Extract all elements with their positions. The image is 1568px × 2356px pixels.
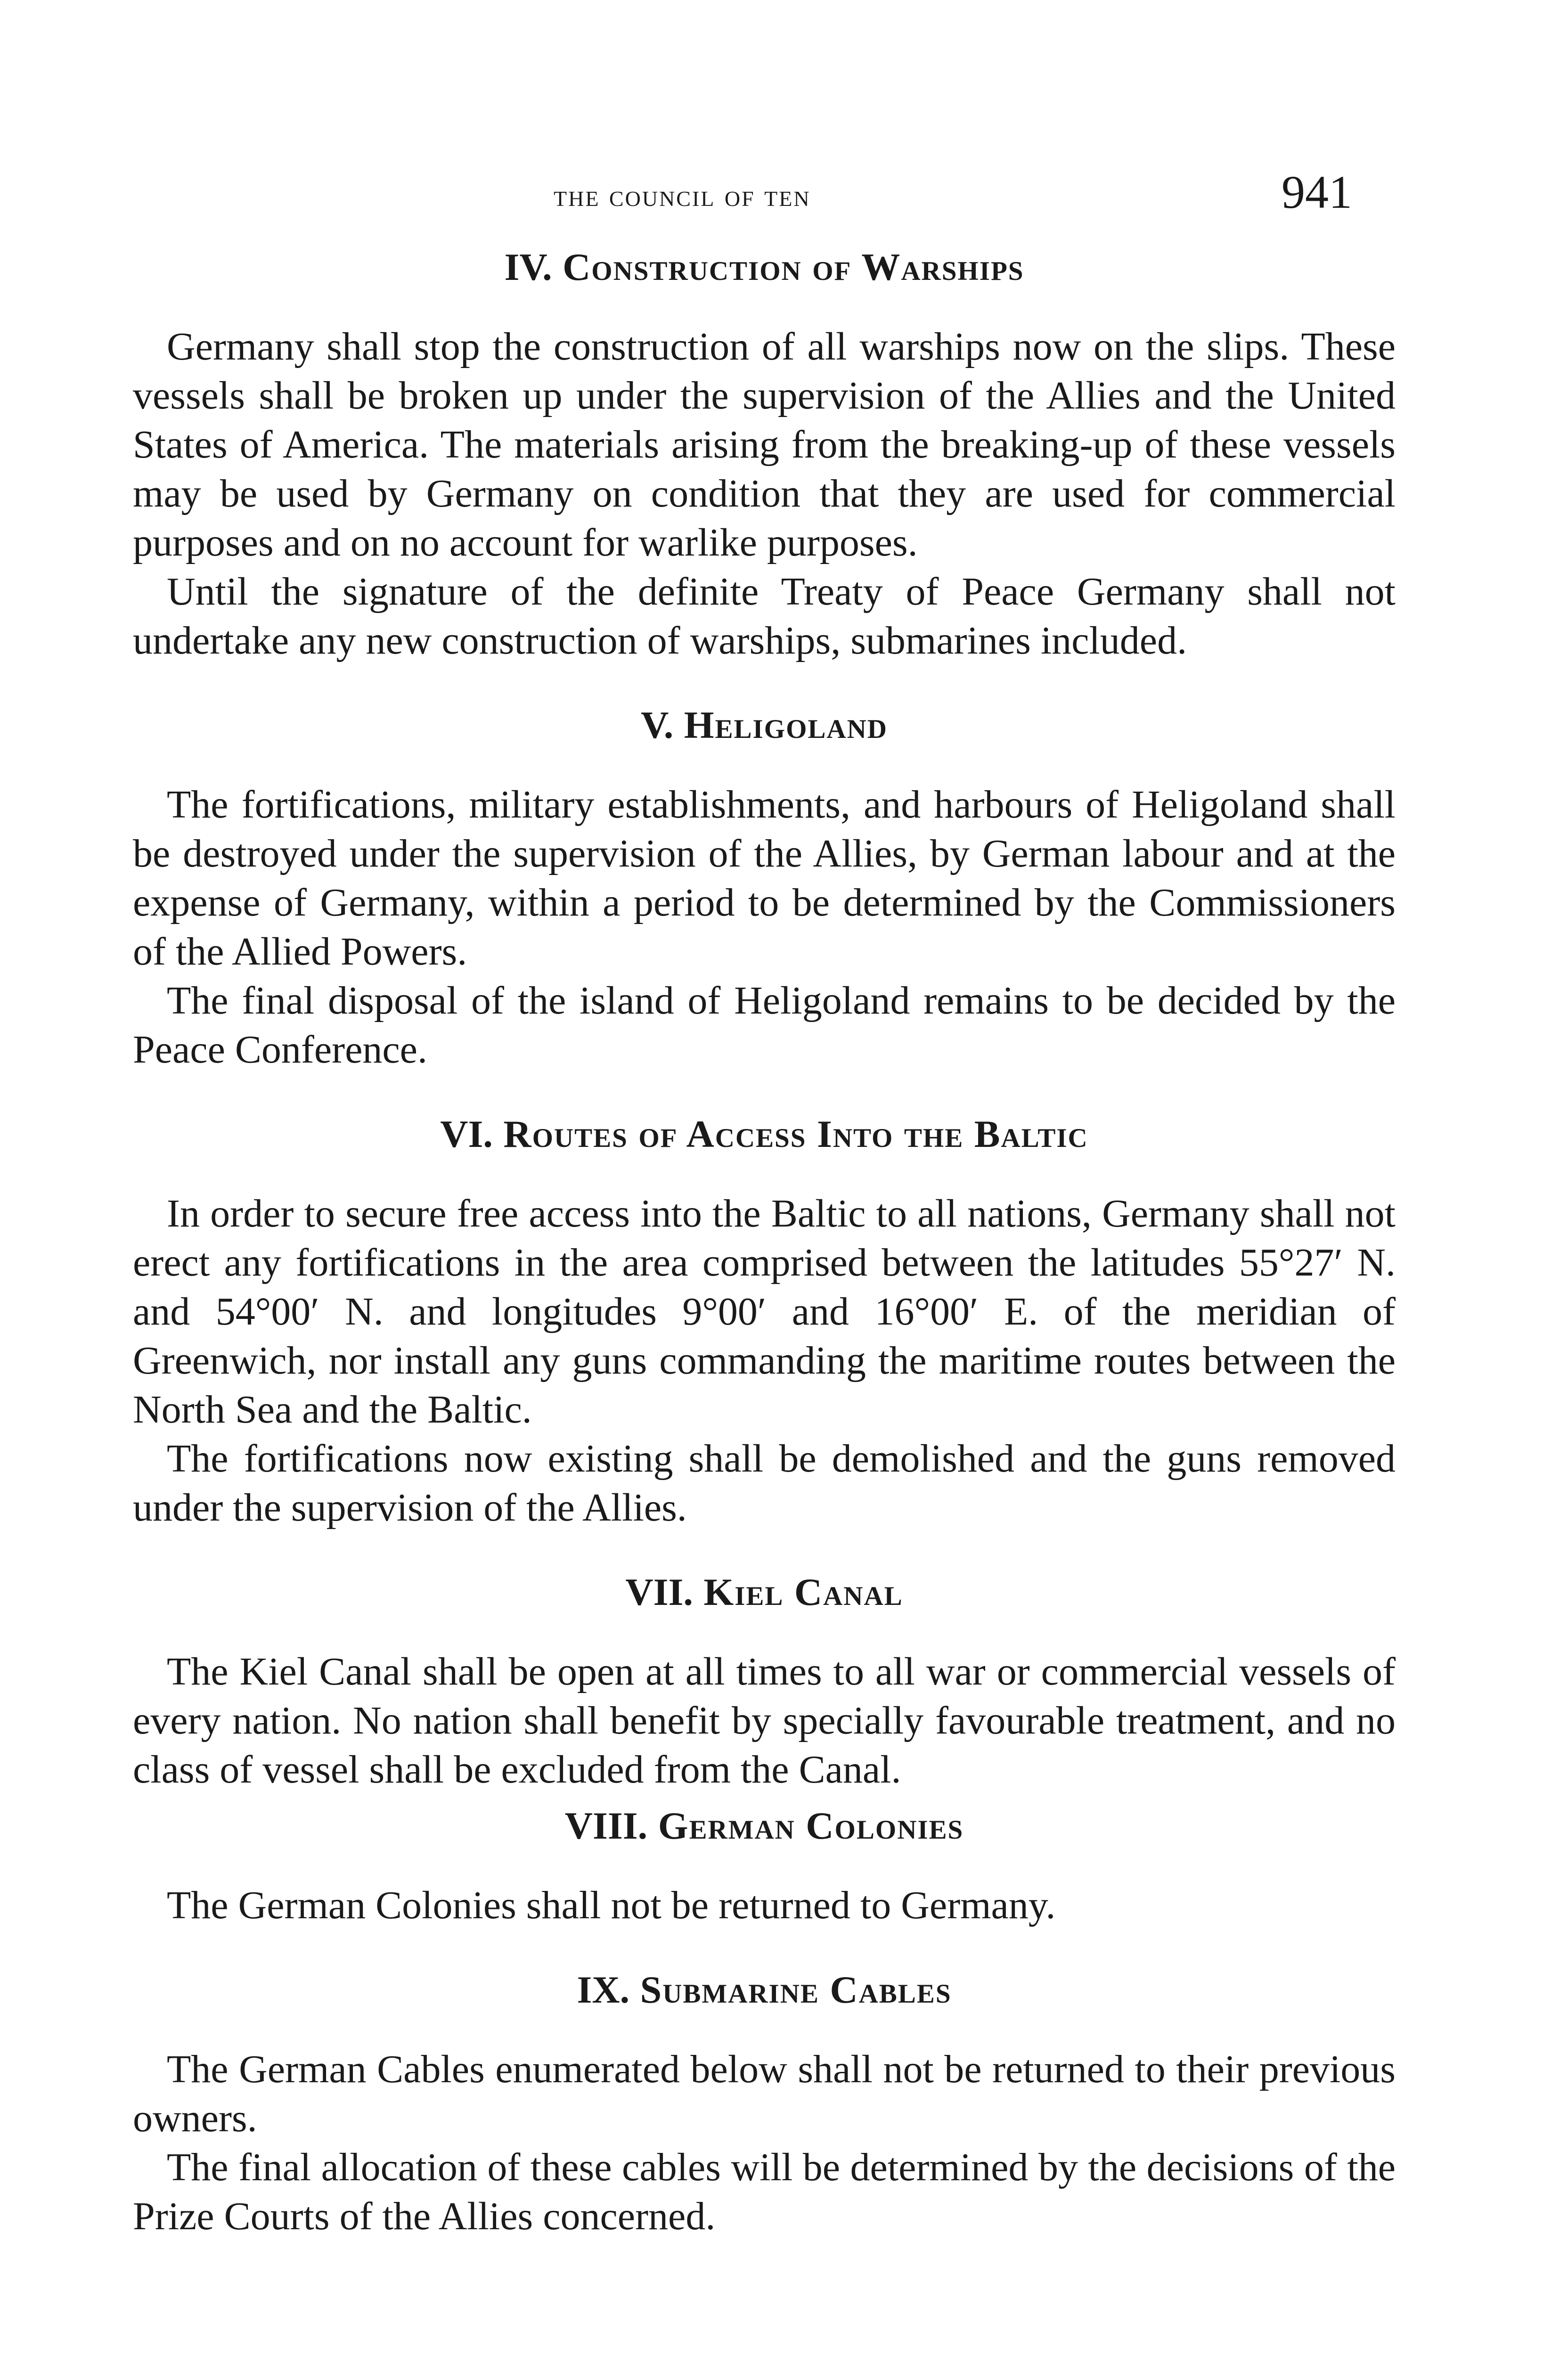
section-numeral: IX. (577, 1968, 630, 2011)
section-heading-kiel-canal (133, 1570, 1396, 1614)
section-heading-german-colonies (133, 1804, 1396, 1848)
section-title: German Colonies (658, 1804, 964, 1847)
section-title: Submarine Cables (640, 1968, 952, 2011)
paragraph: The German Cables enumerated below shall not be returned to their previous owners. (133, 2047, 1396, 2140)
paragraph: Germany shall stop the construction of all warships now on the slips. These vessels shall be broken up under the supervision of the Allies and the United States of America. The materials arising from the breaking-up of these vessels may be used by Germany on condition that they are used for commercial purposes and on no account for warlike purposes. (133, 325, 1396, 564)
paragraph: The final disposal of the island of Heligoland remains to be decided by the Peace Conference. (133, 979, 1396, 1072)
section-heading-submarine-cables (133, 1968, 1396, 2012)
section-heading-construction-of-warships (133, 245, 1396, 289)
section-title: Construction of Warships (563, 245, 1024, 288)
section-title: Routes of Access Into the Baltic (503, 1113, 1088, 1155)
paragraph: The German Colonies shall not be returned to Germany. (167, 1883, 1056, 1927)
paragraph: The fortifications now existing shall be demolished and the guns removed under the supervision of the Allies. (133, 1437, 1396, 1530)
section-numeral: VII. (625, 1571, 693, 1613)
page-number: 941 (1282, 166, 1352, 218)
section-title: Kiel Canal (703, 1571, 903, 1613)
paragraph: In order to secure free access into the Baltic to all nations, Germany shall not erect any fortifications in the area comprised between the latitudes 55°27′ N. and 54°00′ N. and longitudes 9°00′ and 16°00′ E. of the meridian of Greenwich, nor install any guns commanding the maritime routes between the North Sea and the Baltic. (133, 1192, 1396, 1432)
running-title: the council of ten (554, 179, 811, 213)
section-heading-routes-of-access (133, 1112, 1396, 1156)
section-numeral: IV. (504, 245, 552, 288)
section-numeral: VI. (440, 1113, 493, 1155)
section-title: Heligoland (684, 704, 888, 746)
paragraph: The fortifications, military establishments, and harbours of Heligoland shall be destroyed under the supervision of the Allies, by German labour and at the expense of Germany, within a period to be determined by the Commissioners of the Allied Powers. (133, 783, 1396, 973)
paragraph: Until the signature of the definite Treaty of Peace Germany shall not undertake any new construction of warships, submarines included. (133, 570, 1396, 663)
page-body (133, 245, 1396, 2241)
section-numeral: V. (641, 704, 674, 746)
running-head (0, 166, 1568, 226)
section-numeral: VIII. (564, 1804, 648, 1847)
section-heading-heligoland (133, 703, 1396, 747)
paragraph: The final allocation of these cables will be determined by the decisions of the Prize Courts of the Allies concerned. (133, 2145, 1396, 2238)
paragraph: The Kiel Canal shall be open at all times to all war or commercial vessels of every nation. No nation shall benefit by specially favourable treatment, and no class of vessel shall be excluded from the Canal. (133, 1650, 1396, 1792)
